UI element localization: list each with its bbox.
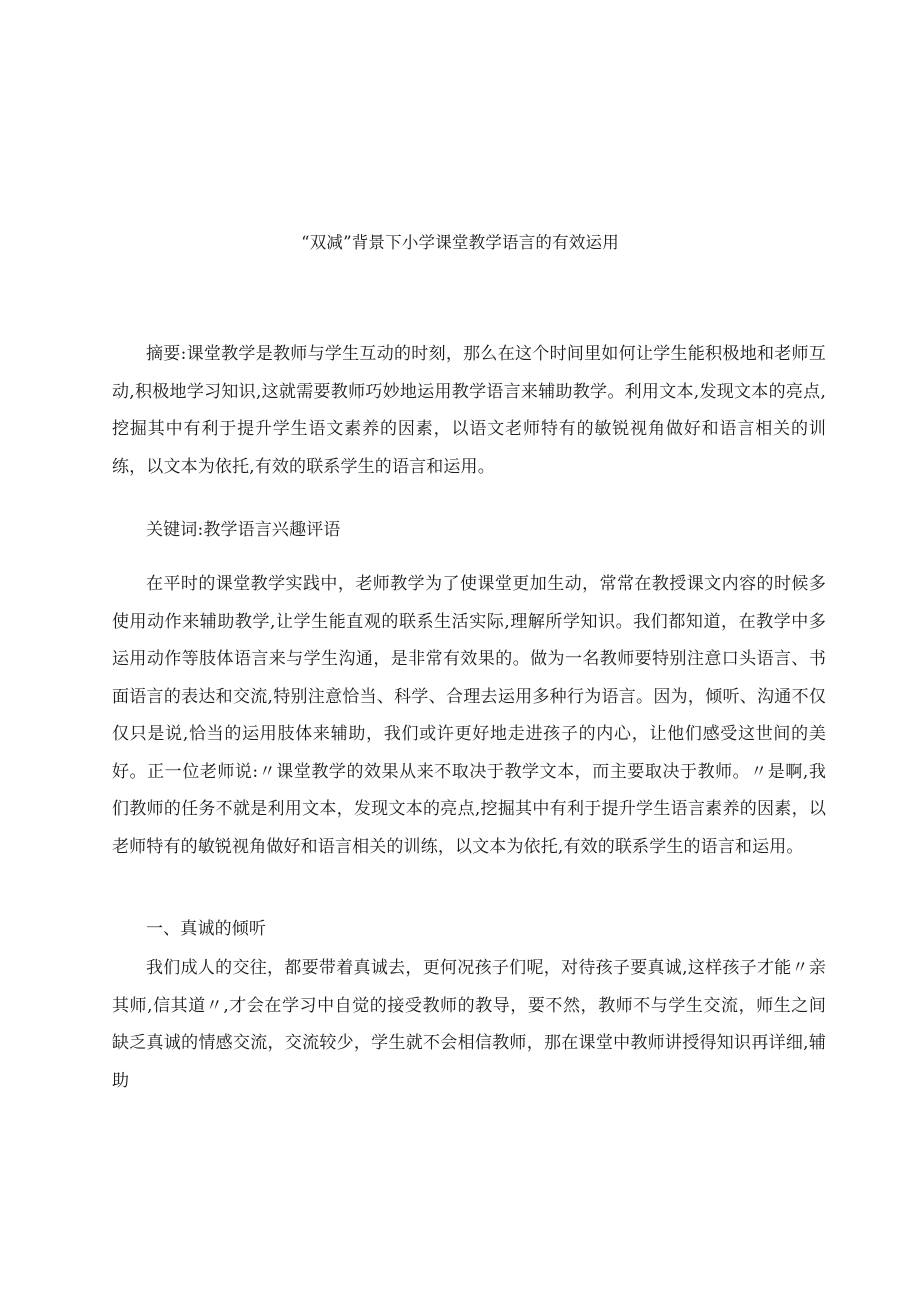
document-title: “双减”背景下小学课堂教学语言的有效运用 — [301, 233, 619, 252]
body-paragraph-1: 在平时的课堂教学实践中，老师教学为了使课堂更加生动，常常在教授课文内容的时候多使用动作来辅助教学,让学生能直观的联系生活实际,理解所学知识。我们都知道，在教学中多运用动作等肢体语言来与学生沟通，是非常有效果的。做为一名教师要特别注意口头语言、书面语言的表达和交流,特别注意恰当、科学、合理去运用多种行为语言。因为，倾听、沟通不仅仅只是说,恰当的运用肢体来辅助，我们或许更好地走进孩子的内心，让他们感受这世间的美好。正一位老师说:〃课堂教学的效果从来不取决于教学文本，而主要取决于教师。〃是啊,我们教师的任务不就是利用文本，发现文本的亮点,挖掘其中有利于提升学生语言素养的因素，以老师特有的敏锐视角做好和语言相关的训练，以文本为依托,有效的联系学生的语言和运用。 — [112, 574, 826, 857]
body-paragraph-2: 我们成人的交往，都要带着真诚去，更何况孩子们呢，对待孩子要真诚,这样孩子才能〃亲其师,信其道〃,才会在学习中自觉的接受教师的教导，要不然，教师不与学生交流，师生之间缺乏真诚的情感交流，交流较少，学生就不会相信教师，那在课堂中教师讲授得知识再详细,辅助 — [112, 958, 826, 1091]
section-heading-1: 一、真诚的倾听 — [146, 919, 267, 939]
abstract-paragraph: 摘要:课堂教学是教师与学生互动的时刻，那么在这个时间里如何让学生能积极地和老师互动,积极地学习知识,这就需要教师巧妙地运用教学语言来辅助教学。利用文本,发现文本的亮点,挖掘其中有利于提升学生语文素养的因素，以语文老师特有的敏锐视角做好和语言相关的训练，以文本为依托,有效的联系学生的语言和运用。 — [112, 344, 826, 477]
keywords-line: 关键词:教学语言兴趣评语 — [146, 520, 341, 540]
